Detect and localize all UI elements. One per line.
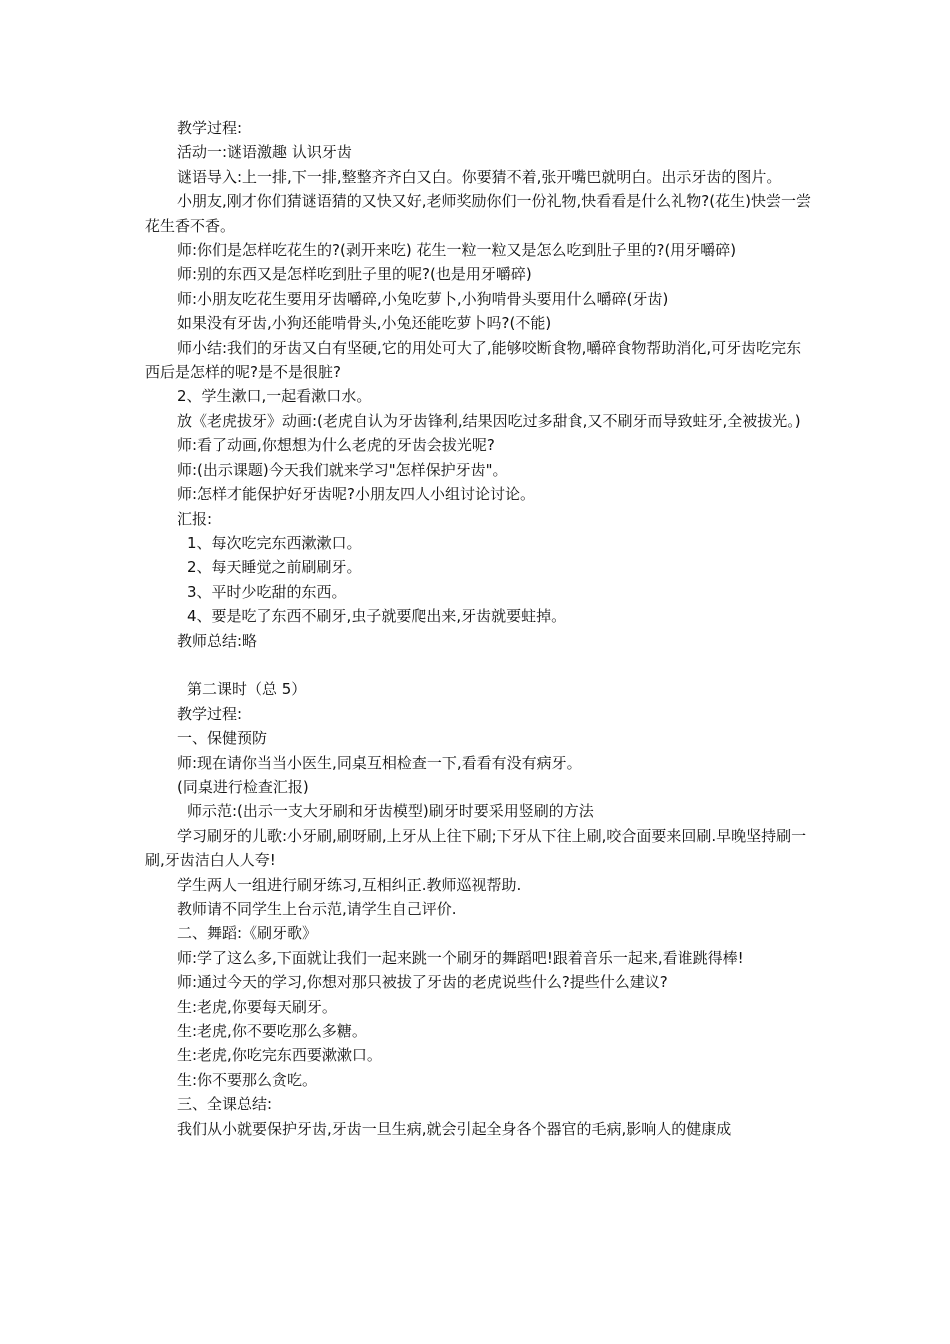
student-answer: 生:你不要那么贪吃。 xyxy=(177,1070,318,1089)
gift-paragraph: 小朋友,刚才你们猜谜语猜的又快又好,老师奖励你们一份礼物,快看看是什么礼物?(花生)快尝一尝花生香不香。 xyxy=(145,192,811,235)
document-body xyxy=(145,116,813,1141)
blank-line xyxy=(145,653,813,677)
lesson-two-title: 第二课时（总 5） xyxy=(187,680,307,699)
question-without-teeth: 如果没有牙齿,小狗还能啃骨头,小兔还能吃萝卜吗?(不能) xyxy=(177,314,552,333)
teacher-summary: 教师总结:略 xyxy=(177,631,258,650)
evaluate-paragraph: 教师请不同学生上台示范,请学生自己评价. xyxy=(177,899,457,918)
activity-one-title: 活动一:谜语激趣 认识牙齿 xyxy=(177,143,352,162)
question-peanut: 师:你们是怎样吃花生的?(剥开来吃) 花生一粒一粒又是怎么吃到肚子里的?(用牙嚼碎) xyxy=(177,241,737,260)
report-item: 1、每次吃完东西漱漱口。 xyxy=(187,533,362,552)
conclusion-paragraph: 我们从小就要保护牙齿,牙齿一旦生病,就会引起全身各个器官的毛病,影响人的健康成 xyxy=(177,1119,732,1138)
student-answer: 生:老虎,你要每天刷牙。 xyxy=(177,997,337,1016)
section-three-title: 三、全课总结: xyxy=(177,1095,273,1114)
demo-paragraph: 师示范:(出示一支大牙刷和牙齿模型)刷牙时要采用竖刷的方法 xyxy=(187,802,594,821)
little-doctor-paragraph: 师:现在请你当当小医生,同桌互相检查一下,看看有没有病牙。 xyxy=(177,753,582,772)
heading-teaching-process: 教学过程: xyxy=(177,119,243,137)
brushing-song: 学习刷牙的儿歌:小牙刷,刷呀刷,上牙从上往下刷;下牙从下往上刷,咬合面要来回刷.早晚坚持刷一刷,牙齿洁白人人夸! xyxy=(145,826,807,870)
rinse-step: 2、学生漱口,一起看漱口水。 xyxy=(177,387,372,406)
section-two-title: 二、舞蹈:《刷牙歌》 xyxy=(177,924,318,943)
question-tiger: 师:看了动画,你想想为什么老虎的牙齿会拔光呢? xyxy=(177,436,495,455)
report-item: 2、每天睡觉之前刷刷牙。 xyxy=(187,558,362,577)
heading-teaching-process-2: 教学过程: xyxy=(177,704,243,723)
advice-question: 师:通过今天的学习,你想对那只被拔了牙齿的老虎说些什么?提些什么建议? xyxy=(177,973,668,992)
teacher-mini-summary: 师小结:我们的牙齿又白有坚硬,它的用处可大了,能够咬断食物,嚼碎食物帮助消化,可牙齿吃完东西后是怎样的呢?是不是很脏? xyxy=(145,338,802,382)
dance-paragraph: 师:学了这么多,下面就让我们一起来跳一个刷牙的舞蹈吧!跟着音乐一起来,看谁跳得棒! xyxy=(177,948,744,967)
question-animals: 师:小朋友吃花生要用牙齿嚼碎,小兔吃萝卜,小狗啃骨头要用什么嚼碎(牙齿) xyxy=(177,289,669,308)
practice-paragraph: 学生两人一组进行刷牙练习,互相纠正.教师巡视帮助. xyxy=(177,875,522,894)
topic-paragraph: 师:(出示课题)今天我们就来学习"怎样保护牙齿"。 xyxy=(177,460,508,479)
report-item: 4、要是吃了东西不刷牙,虫子就要爬出来,牙齿就要蛀掉。 xyxy=(187,607,567,626)
desk-check-paragraph: (同桌进行检查汇报) xyxy=(177,777,309,796)
report-label: 汇报: xyxy=(177,509,213,528)
question-other-food: 师:别的东西又是怎样吃到肚子里的呢?(也是用牙嚼碎) xyxy=(177,265,532,284)
student-answer: 生:老虎,你不要吃那么多糖。 xyxy=(177,1022,367,1041)
animation-paragraph: 放《老虎拔牙》动画:(老虎自认为牙齿锋利,结果因吃过多甜食,又不刷牙而导致蛀牙,全被拔光。) xyxy=(177,411,801,430)
report-item: 3、平时少吃甜的东西。 xyxy=(187,582,347,601)
riddle-intro: 谜语导入:上一排,下一排,整整齐齐白又白。你要猜不着,张开嘴巴就明白。出示牙齿的图片。 xyxy=(177,167,782,186)
section-one-title: 一、保健预防 xyxy=(177,729,268,748)
student-answer: 生:老虎,你吃完东西要漱漱口。 xyxy=(177,1046,382,1065)
discussion-paragraph: 师:怎样才能保护好牙齿呢?小朋友四人小组讨论讨论。 xyxy=(177,485,536,504)
